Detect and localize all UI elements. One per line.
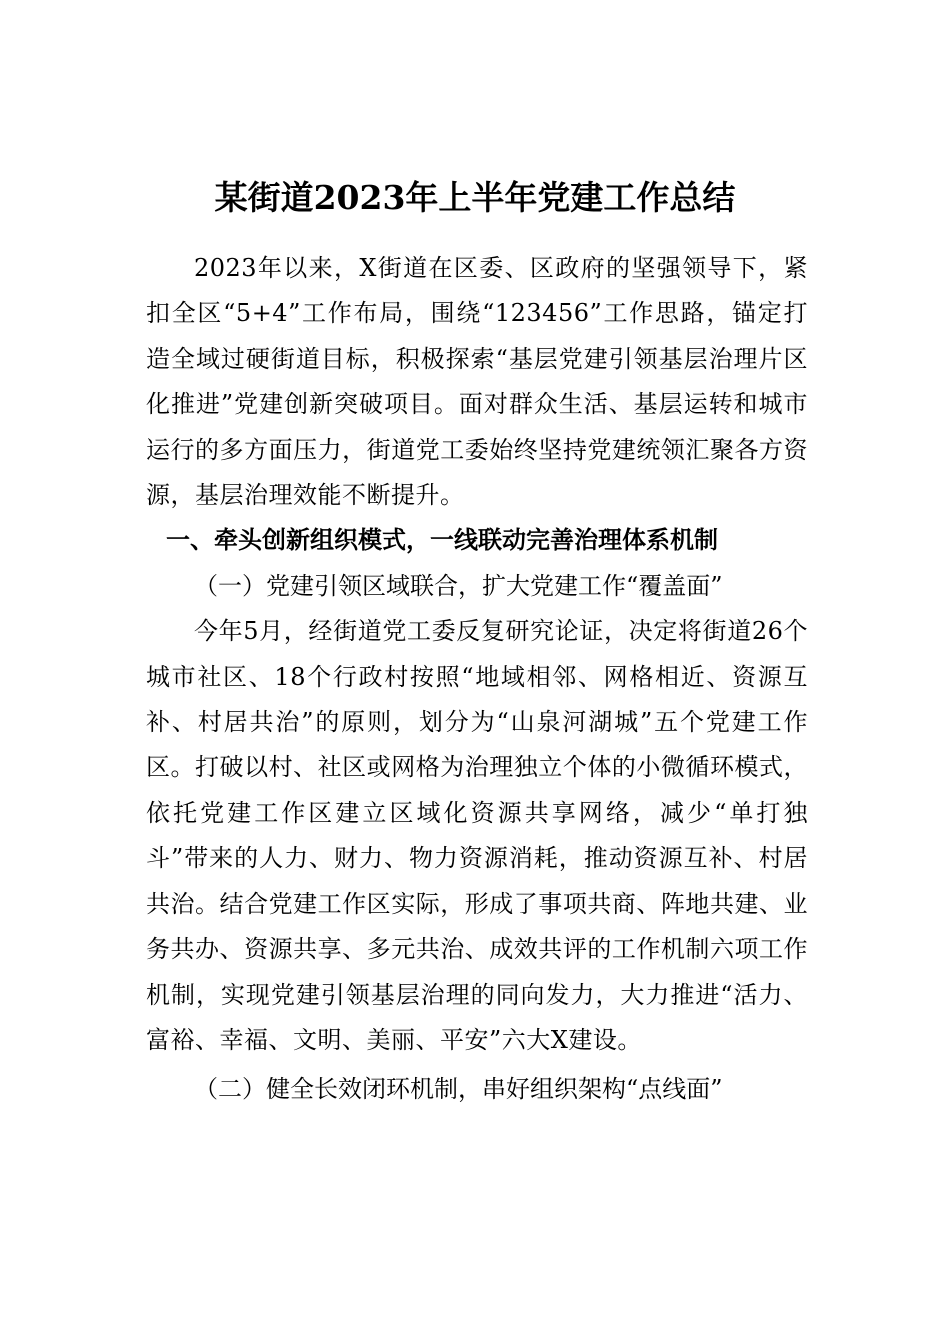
subsection-heading-1: （一）党建引领区域联合，扩大党建工作“覆盖面” — [194, 571, 723, 600]
document-body — [146, 246, 808, 1113]
document-title: 某街道2023年上半年党建工作总结 — [214, 178, 736, 217]
section-heading-1: 一、牵头创新组织模式，一线联动完善治理体系机制 — [166, 526, 718, 555]
subsection-heading-2: （二）健全长效闭环机制，串好组织架构“点线面” — [194, 1075, 723, 1104]
subsection-1-paragraph: 今年5月，经街道党工委反复研究论证，决定将街道26个城市社区、18个行政村按照“地域相邻、网格相近、资源互补、村居共治”的原则，划分为“山泉河湖城”五个党建工作区。打破以村、社区或网格为治理独立个体的小微循环模式，依托党建工作区建立区域化资源共享网络，减少“单打独斗”带来的人力、财力、物力资源消耗，推动资源互补、村居共治。结合党建工作区实际，形成了事项共商、阵地共建、业务共办、资源共享、多元共治、成效共评的工作机制六项工作机制，实现党建引领基层治理的同向发力，大力推进“活力、富裕、幸福、文明、美丽、平安”六大X建设。 — [146, 617, 808, 1054]
intro-paragraph: 2023年以来，X街道在区委、区政府的坚强领导下，紧扣全区“5+4”工作布局，围绕“123456”工作思路，锚定打造全域过硬街道目标，积极探索“基层党建引领基层治理片区化推进”党建创新突破项目。面对群众生活、基层运转和城市运行的多方面压力，街道党工委始终坚持党建统领汇聚各方资源，基层治理效能不断提升。 — [146, 254, 808, 510]
